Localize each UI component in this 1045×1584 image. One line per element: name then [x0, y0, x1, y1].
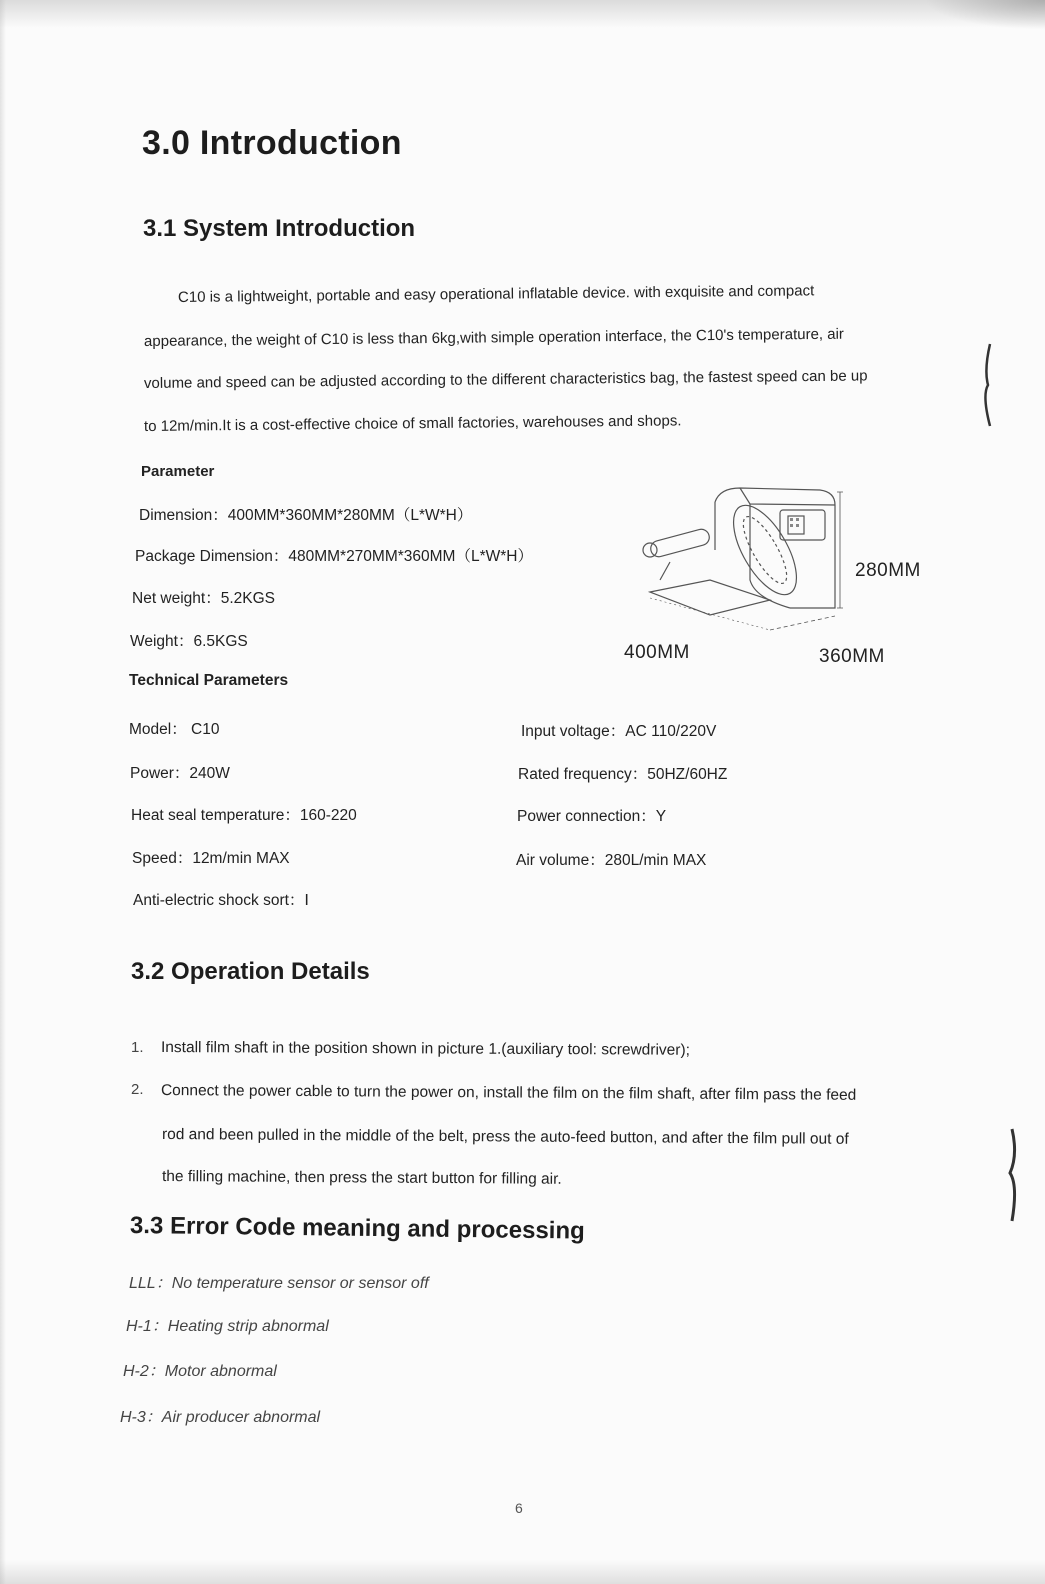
- tech-model: Model： C10: [129, 721, 220, 738]
- list-item-text: Connect the power cable to turn the power on, install the film on the film shaft, after film pass the feed: [160, 1082, 857, 1104]
- scan-shadow-top: [0, 0, 1045, 28]
- list-item-text: Install film shaft in the position shown in picture 1.(auxiliary tool: screwdriver);: [160, 1039, 690, 1059]
- error-code-lll: LLL：No temperature sensor or sensor off: [129, 1275, 429, 1292]
- error-code-h1: H-1：Heating strip abnormal: [126, 1318, 329, 1335]
- intro-paragraph-line: volume and speed can be adjusted according to the different characteristics bag, the fastest speed can be up: [143, 367, 868, 392]
- error-code-h3: H-3：Air producer abnormal: [120, 1409, 321, 1426]
- page-title: 3.0 Introduction: [142, 124, 402, 162]
- section-3-2-heading: 3.2 Operation Details: [131, 958, 370, 985]
- technical-parameters-heading: Technical Parameters: [129, 672, 289, 689]
- intro-paragraph-line: appearance, the weight of C10 is less than 6kg,with simple operation interface, the C10's temperature, air: [143, 325, 844, 350]
- tech-rated-frequency: Rated frequency：50HZ/60HZ: [518, 766, 728, 783]
- tech-heat-seal-temperature: Heat seal temperature：160-220: [131, 807, 357, 824]
- dimension-height-label: 280MM: [855, 560, 921, 581]
- page-number: 6: [515, 1500, 523, 1516]
- tech-power: Power：240W: [130, 765, 230, 782]
- scan-shadow-left: [0, 0, 6, 1584]
- parameter-heading: Parameter: [141, 463, 215, 480]
- dimension-length-label: 400MM: [624, 642, 690, 663]
- list-item-text: the filling machine, then press the start button for filling air.: [161, 1168, 562, 1188]
- param-net-weight: Net weight：5.2KGS: [132, 590, 276, 607]
- margin-bracket-mark: [1000, 1125, 1024, 1225]
- param-dimension: Dimension：400MM*360MM*280MM（L*W*H）: [139, 507, 473, 524]
- tech-speed: Speed：12m/min MAX: [132, 850, 290, 867]
- tech-anti-electric-shock: Anti-electric shock sort：Ⅰ: [133, 892, 309, 909]
- margin-bracket-mark: [978, 340, 1002, 430]
- param-weight: Weight：6.5KGS: [130, 633, 248, 650]
- param-package-dimension: Package Dimension：480MM*270MM*360MM（L*W*H）: [135, 548, 533, 565]
- tech-air-volume: Air volume：280L/min MAX: [516, 852, 707, 869]
- scan-shadow-bottom: [0, 1560, 1045, 1584]
- error-code-h2: H-2：Motor abnormal: [123, 1363, 277, 1380]
- list-item-text: rod and been pulled in the middle of the belt, press the auto-feed button, and after the film pull out of: [161, 1126, 849, 1148]
- section-3-3-heading: 3.3 Error Code meaning and processing: [129, 1212, 585, 1245]
- intro-paragraph-line: to 12m/min.It is a cost-effective choice of small factories, warehouses and shops.: [143, 412, 682, 435]
- scan-shadow-corner: [925, 0, 1045, 30]
- list-item-number: 2.: [131, 1081, 144, 1098]
- tech-power-connection: Power connection：Y: [517, 808, 667, 825]
- tech-input-voltage: Input voltage：AC 110/220V: [521, 723, 717, 740]
- dimension-width-label: 360MM: [819, 646, 885, 667]
- intro-paragraph-line: C10 is a lightweight, portable and easy operational inflatable device. with exquisite and compact: [177, 282, 815, 306]
- list-item-number: 1.: [131, 1039, 144, 1056]
- section-3-1-heading: 3.1 System Introduction: [143, 215, 416, 242]
